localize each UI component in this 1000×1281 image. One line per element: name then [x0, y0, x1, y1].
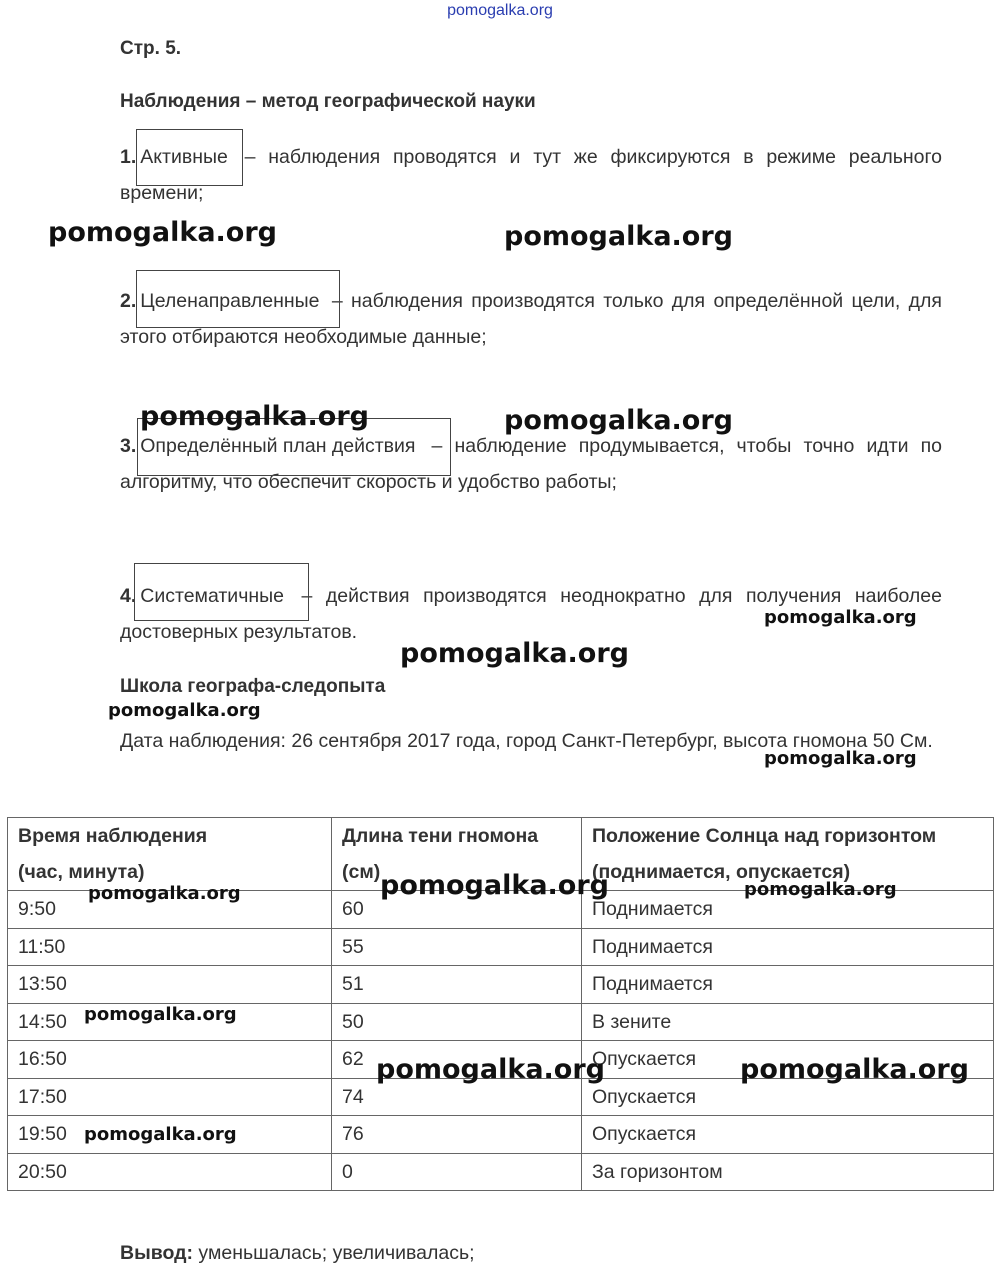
- watermark: pomogalka.org: [140, 401, 369, 432]
- watermark: pomogalka.org: [744, 879, 897, 900]
- observation-date-text: Дата наблюдения: 26 сентября 2017 года, город Санкт-Петербург, высота гномона 50 См.: [120, 730, 933, 752]
- cell-length: 51: [332, 966, 582, 1004]
- item-number: 2.: [120, 290, 137, 312]
- cell-time: 16:50: [8, 1041, 332, 1079]
- header-time: Время наблюдения (час, минута): [8, 818, 332, 891]
- page-label: Стр. 5.: [120, 38, 182, 59]
- item-text: – наблюдение продумывается, чтобы точно идти по алгоритму, что обеспечит скорость и удобство работы;: [120, 435, 942, 493]
- item-number: 3.: [120, 435, 137, 457]
- section-title-school: Школа географа-следопыта: [120, 676, 386, 697]
- watermark: pomogalka.org: [764, 748, 917, 769]
- item-term: Определённый план действия: [140, 435, 416, 457]
- cell-length: 55: [332, 928, 582, 966]
- header-shadow-length: Длина тени гномона (см): [332, 818, 582, 891]
- cell-time: 9:50: [8, 891, 332, 929]
- site-watermark-top: pomogalka.org: [447, 2, 553, 19]
- watermark: pomogalka.org: [400, 638, 629, 669]
- cell-length: 50: [332, 1003, 582, 1041]
- watermark: pomogalka.org: [108, 700, 261, 721]
- table-row: [8, 1153, 994, 1191]
- section-title-observations: Наблюдения – метод географической науки: [120, 91, 536, 112]
- item-text: – действия производятся неоднократно для получения наиболее достоверных результатов.: [120, 585, 942, 643]
- watermark: pomogalka.org: [88, 883, 241, 904]
- cell-length: 62: [332, 1041, 582, 1079]
- cell-position: Поднимается: [582, 928, 994, 966]
- item-number: 1.: [120, 146, 137, 168]
- cell-time: 13:50: [8, 966, 332, 1004]
- table-row: [8, 966, 994, 1004]
- cell-position: Поднимается: [582, 891, 994, 929]
- cell-position: Опускается: [582, 1078, 994, 1116]
- list-item-1: [120, 139, 942, 211]
- item-term: Активные: [140, 146, 228, 168]
- watermark: pomogalka.org: [764, 607, 917, 628]
- cell-length: 76: [332, 1116, 582, 1154]
- watermark: pomogalka.org: [504, 221, 733, 252]
- cell-length: 0: [332, 1153, 582, 1191]
- item-text: – наблюдения проводятся и тут же фиксируются в режиме реального времени;: [120, 146, 942, 204]
- cell-time: 14:50: [8, 1003, 332, 1041]
- cell-time: 11:50: [8, 928, 332, 966]
- cell-position: За горизонтом: [582, 1153, 994, 1191]
- item-term: Систематичные: [140, 585, 284, 607]
- cell-position: Поднимается: [582, 966, 994, 1004]
- cell-time: 19:50: [8, 1116, 332, 1154]
- cell-time: 20:50: [8, 1153, 332, 1191]
- watermark: pomogalka.org: [380, 870, 609, 901]
- watermark: pomogalka.org: [504, 405, 733, 436]
- watermark: pomogalka.org: [84, 1004, 237, 1025]
- term-box: [134, 563, 309, 621]
- table-row: [8, 928, 994, 966]
- conclusion-text: уменьшалась; увеличивалась;: [193, 1242, 475, 1264]
- conclusion-label: Вывод:: [120, 1242, 193, 1264]
- term-box: [136, 270, 340, 328]
- cell-position: Опускается: [582, 1041, 994, 1079]
- item-number: 4.: [120, 585, 137, 607]
- watermark: pomogalka.org: [48, 217, 277, 248]
- watermark: pomogalka.org: [84, 1124, 237, 1145]
- watermark: pomogalka.org: [376, 1054, 605, 1085]
- cell-position: Опускается: [582, 1116, 994, 1154]
- watermark: pomogalka.org: [740, 1054, 969, 1085]
- cell-length: 60: [332, 891, 582, 929]
- item-text: – наблюдения производятся только для определённой цели, для этого отбираются необходимые данные;: [120, 290, 942, 348]
- conclusion: [120, 1242, 475, 1265]
- cell-length: 74: [332, 1078, 582, 1116]
- header-sun-position: Положение Солнца над горизонтом (поднимается, опускается): [582, 818, 994, 891]
- term-box: [136, 129, 243, 186]
- item-term: Целенаправленные: [140, 290, 320, 312]
- cell-time: 17:50: [8, 1078, 332, 1116]
- cell-position: В зените: [582, 1003, 994, 1041]
